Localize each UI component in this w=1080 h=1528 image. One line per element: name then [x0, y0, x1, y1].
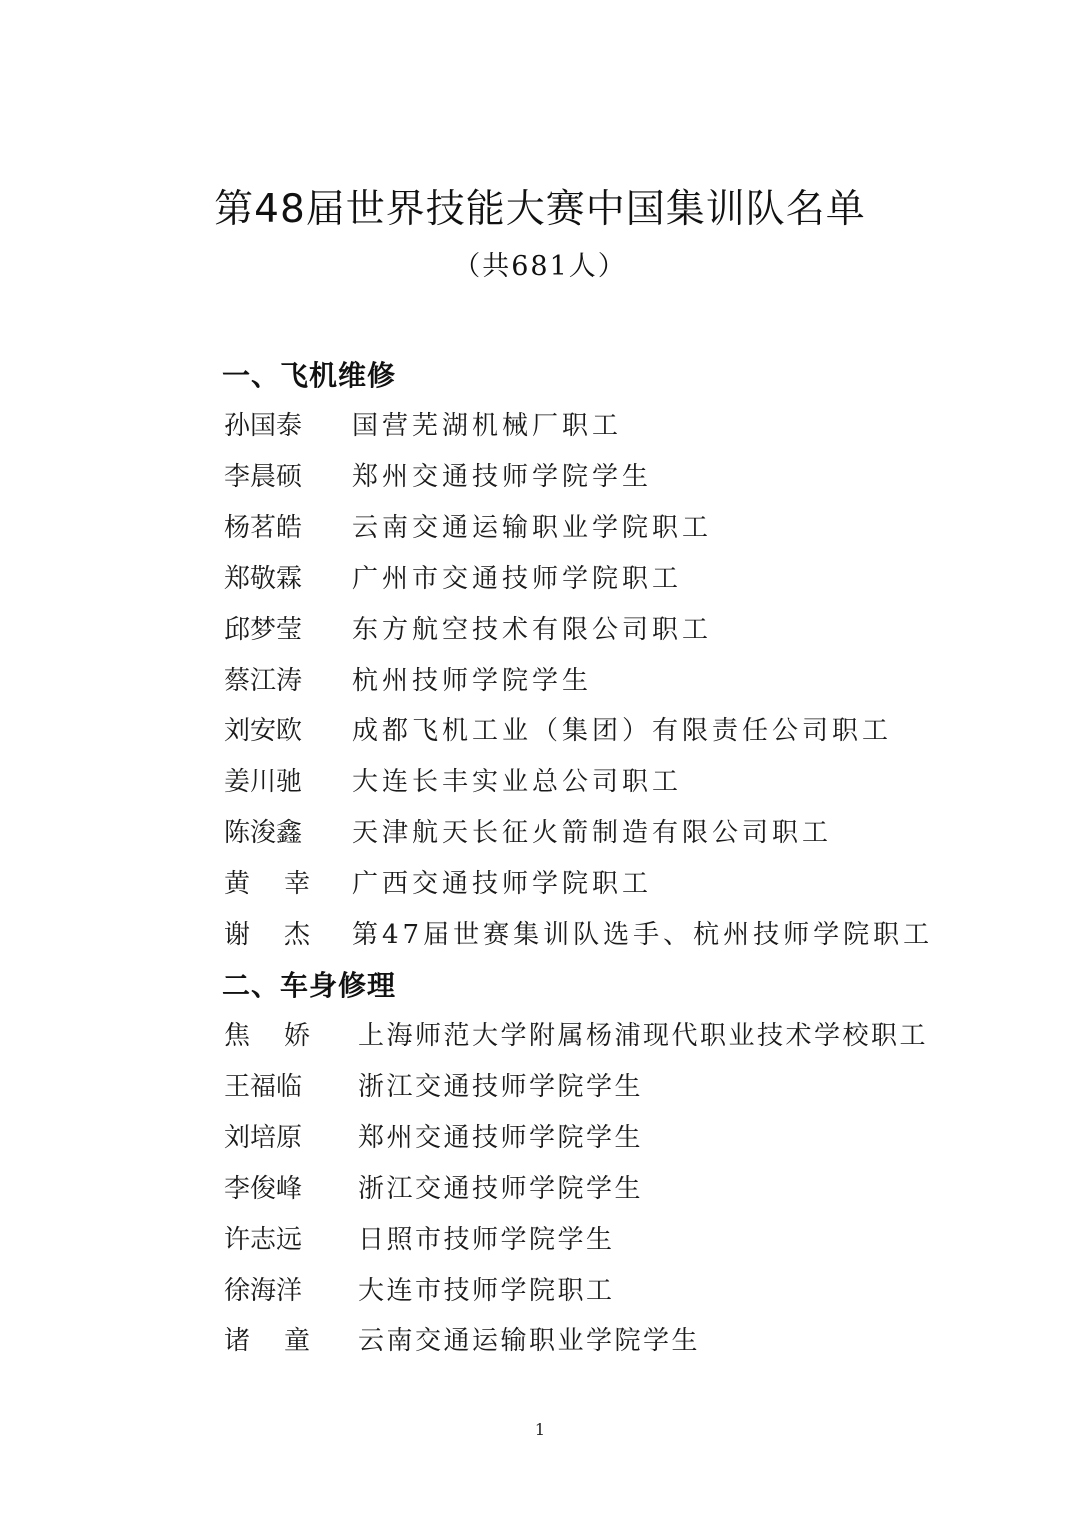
member-name: 邱梦莹: [224, 614, 303, 645]
member-name: 蔡江涛: [224, 665, 303, 696]
member-name: 郑敬霖: [224, 563, 303, 594]
member-name: 黄 幸: [224, 869, 310, 900]
member-name: 刘培原: [224, 1122, 303, 1153]
member-affiliation: 大连市技师学院职工: [358, 1275, 615, 1306]
member-name: 姜川驰: [224, 767, 303, 798]
member-name: 焦 娇: [224, 1021, 310, 1051]
member-affiliation: 云南交通运输职业学院学生: [358, 1326, 701, 1357]
member-affiliation: 天津航天长征火箭制造有限公司职工: [352, 818, 833, 849]
member-affiliation: 杭州技师学院学生: [352, 665, 593, 696]
member-affiliation: 浙江交通技师学院学生: [358, 1173, 644, 1204]
member-name: 陈浚鑫: [224, 818, 303, 849]
member-affiliation: 东方航空技术有限公司职工: [352, 614, 713, 645]
member-affiliation: 郑州交通技师学院学生: [358, 1122, 644, 1153]
member-affiliation: 郑州交通技师学院学生: [352, 461, 653, 492]
member-affiliation: 广西交通技师学院职工: [352, 869, 653, 900]
member-affiliation: 第47届世赛集训队选手、杭州技师学院职工: [352, 920, 934, 950]
member-name: 李晨硕: [224, 461, 303, 492]
member-affiliation: 大连长丰实业总公司职工: [352, 767, 683, 798]
member-name: 李俊峰: [224, 1173, 303, 1204]
member-affiliation: 云南交通运输职业学院职工: [352, 512, 713, 543]
member-name: 刘安欧: [224, 716, 303, 747]
member-affiliation: 日照市技师学院学生: [358, 1224, 615, 1255]
member-affiliation: 上海师范大学附属杨浦现代职业技术学校职工: [358, 1021, 929, 1051]
document-title: 第48届世界技能大赛中国集训队名单: [214, 187, 866, 232]
member-name: 杨茗皓: [224, 512, 303, 543]
document-subtitle: （共681人）: [453, 251, 627, 282]
member-affiliation: 成都飞机工业（集团）有限责任公司职工: [352, 716, 893, 747]
section-heading: 二、车身修理: [222, 969, 397, 1002]
member-affiliation: 国营芜湖机械厂职工: [352, 411, 623, 441]
member-name: 谢 杰: [224, 920, 310, 950]
member-name: 孙国泰: [224, 411, 303, 441]
page-number: 1: [534, 1420, 546, 1439]
member-name: 徐海洋: [224, 1275, 303, 1306]
member-name: 许志远: [224, 1224, 303, 1255]
member-affiliation: 广州市交通技师学院职工: [352, 563, 683, 594]
section-heading: 一、飞机维修: [222, 359, 397, 392]
member-affiliation: 浙江交通技师学院学生: [358, 1071, 644, 1102]
member-name: 王福临: [224, 1071, 303, 1102]
member-name: 诸 童: [224, 1326, 310, 1357]
